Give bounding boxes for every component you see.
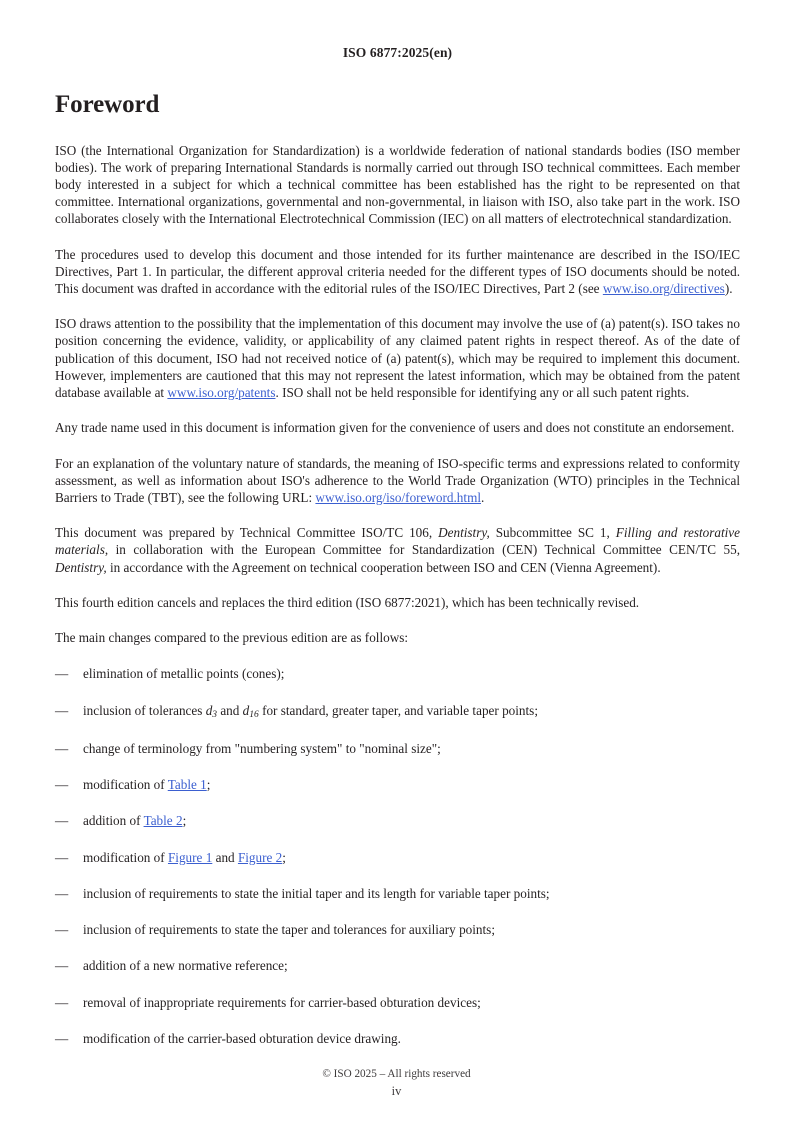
list-item xyxy=(55,830,740,866)
committee-seg-2: Subcommittee SC 1, xyxy=(489,525,616,541)
list-dash: — xyxy=(55,666,69,682)
link-iso-directives[interactable]: www.iso.org/directives xyxy=(602,281,725,297)
link-table-1[interactable]: Table 1 xyxy=(167,777,207,793)
list-item xyxy=(55,902,740,938)
link-figure-2[interactable]: Figure 2 xyxy=(237,849,283,865)
list-item-text: change of terminology from "numbering system" to "nominal size"; xyxy=(83,741,441,756)
list-dash: — xyxy=(55,994,69,1010)
committee-italic-dentistry-2: Dentistry, xyxy=(55,559,107,575)
list-item xyxy=(55,793,740,829)
list-dash: — xyxy=(55,849,69,865)
symbol-d-3: d xyxy=(205,702,213,718)
committee-italic-dentistry-1: Dentistry, xyxy=(438,525,490,541)
paragraph-voluntary-text: For an explanation of the voluntary nature of standards, the meaning of ISO-specific terms and expressions related to conformity assessment, as well as information about ISO's adherence to the World Trade Organization (WTO) principles in the Technical Barriers to Trade (TBT), see the following URL: xyxy=(55,455,740,505)
list-item-text: removal of inappropriate requirements for carrier-based obturation devices; xyxy=(83,994,481,1010)
committee-seg-1: This document was prepared by Technical Committee ISO/TC 106, xyxy=(55,525,439,541)
list-item xyxy=(55,938,740,974)
list-item-text: addition of a new normative reference; xyxy=(83,958,288,974)
paragraph-patents-tail: . ISO shall not be held responsible for identifying any or all such patent rights. xyxy=(275,385,690,401)
paragraph-patents-text: ISO draws attention to the possibility that the implementation of this document may involve the use of (a) patent(s). ISO takes no position concerning the evidence, validity, or applicability of any claimed patent rights in respect thereof. As of the date of publication of this document, ISO had not received notice of (a) patent(s), which may be required to implement this document. However, implementers are cautioned that this may not represent the latest information, which may be obtained from the patent database available at xyxy=(55,316,740,401)
committee-seg-4: in accordance with the Agreement on technical cooperation between ISO and CEN (Vienna Agreement). xyxy=(106,559,661,575)
list-item-text xyxy=(83,703,538,718)
page-number: iv xyxy=(391,1084,402,1098)
link-iso-patents[interactable]: www.iso.org/patents xyxy=(167,385,276,401)
page-title: Foreword xyxy=(55,91,160,118)
list-dash: — xyxy=(55,922,69,938)
list-dash: — xyxy=(55,777,69,793)
subscript-3: 3 xyxy=(212,709,218,720)
paragraph-procedures-tail: ). xyxy=(724,281,733,297)
paragraph-voluntary-tail: . xyxy=(481,490,485,505)
paragraph-committee xyxy=(55,506,740,576)
list-item-text: modification of the carrier-based obturation device drawing. xyxy=(83,1030,401,1046)
page-content xyxy=(55,0,740,1047)
copyright-notice: © ISO 2025 – All rights reserved xyxy=(322,1068,471,1080)
list-item xyxy=(55,683,740,721)
item-post: ; xyxy=(206,777,211,793)
link-figure-1[interactable]: Figure 1 xyxy=(167,849,213,865)
link-iso-foreword[interactable]: www.iso.org/iso/foreword.html xyxy=(315,490,481,505)
paragraph-procedures-text: The procedures used to develop this document and those intended for its further maintenance are described in the ISO/IEC Directives, Part 1. In particular, the different approval criteria needed for the different types of ISO documents should be noted. This document was drafted in accordance with the editorial rules of the ISO/IEC Directives, Part 2 (see xyxy=(55,246,740,297)
link-table-2[interactable]: Table 2 xyxy=(143,813,183,829)
list-dash: — xyxy=(55,813,69,829)
list-item xyxy=(55,975,740,1011)
list-item-text xyxy=(83,813,186,828)
symbol-d-16: d xyxy=(242,702,250,718)
subscript-16: 16 xyxy=(249,709,259,720)
paragraph-changes-intro: The main changes compared to the previous edition are as follows: xyxy=(55,630,409,646)
paragraph-edition-notice: This fourth edition cancels and replaces the third edition (ISO 6877:2021), which has been technically revised. xyxy=(55,594,640,610)
item-post: ; xyxy=(182,813,187,829)
page-footer xyxy=(0,1068,793,1122)
paragraph-voluntary-nature xyxy=(55,437,740,507)
list-dash: — xyxy=(55,1030,69,1046)
list-item-text: elimination of metallic points (cones); xyxy=(83,666,285,682)
list-item xyxy=(55,866,740,902)
committee-italic-filling-materials: Filling and restorative materials xyxy=(55,525,741,558)
list-item xyxy=(55,721,740,757)
list-item-text: inclusion of requirements to state the taper and tolerances for auxiliary points; xyxy=(83,922,495,938)
list-item-text xyxy=(83,777,210,792)
item-pre: addition of xyxy=(83,813,144,829)
list-item xyxy=(55,646,740,682)
paragraph-procedures xyxy=(55,228,740,298)
tolerance-pre: inclusion of tolerances xyxy=(83,702,206,718)
item-pre: modification of xyxy=(83,777,168,793)
item-post: ; xyxy=(282,849,286,865)
list-item-text xyxy=(83,850,286,865)
running-head: ISO 6877:2025(en) xyxy=(342,45,453,60)
item-pre: modification of xyxy=(83,849,168,865)
paragraph-iso-description: ISO (the International Organization for Standardization) is a worldwide federation of national standards bodies (ISO member bodies). The work of preparing International Standards is normally carried out through ISO technical committees. Each member body interested in a subject for which a technical committee has been established has the right to be represented on that committee. International organizations, governmental and non-governmental, in liaison with ISO, also take part in the work. ISO collaborates closely with the International Electrotechnical Commission (IEC) on all matters of electrotechnical standardization. xyxy=(55,142,740,227)
list-item-text: inclusion of requirements to state the initial taper and its length for variable taper points; xyxy=(83,885,550,901)
tolerance-post: for standard, greater taper, and variable taper points; xyxy=(258,702,538,718)
committee-seg-3: , in collaboration with the European Committee for Standardization (CEN) Technical Committee CEN/TC 55, xyxy=(104,542,740,558)
list-dash: — xyxy=(55,958,69,974)
paragraph-trade-name: Any trade name used in this document is information given for the convenience of users and does not constitute an endorsement. xyxy=(55,420,735,436)
list-item xyxy=(55,1011,740,1047)
item-mid: and xyxy=(212,849,238,865)
list-dash: — xyxy=(55,702,69,718)
changes-list xyxy=(55,646,740,1047)
list-item xyxy=(55,757,740,793)
list-dash: — xyxy=(55,741,69,756)
tolerance-mid: and xyxy=(217,702,243,718)
paragraph-patents xyxy=(55,297,740,401)
list-dash: — xyxy=(55,885,69,901)
